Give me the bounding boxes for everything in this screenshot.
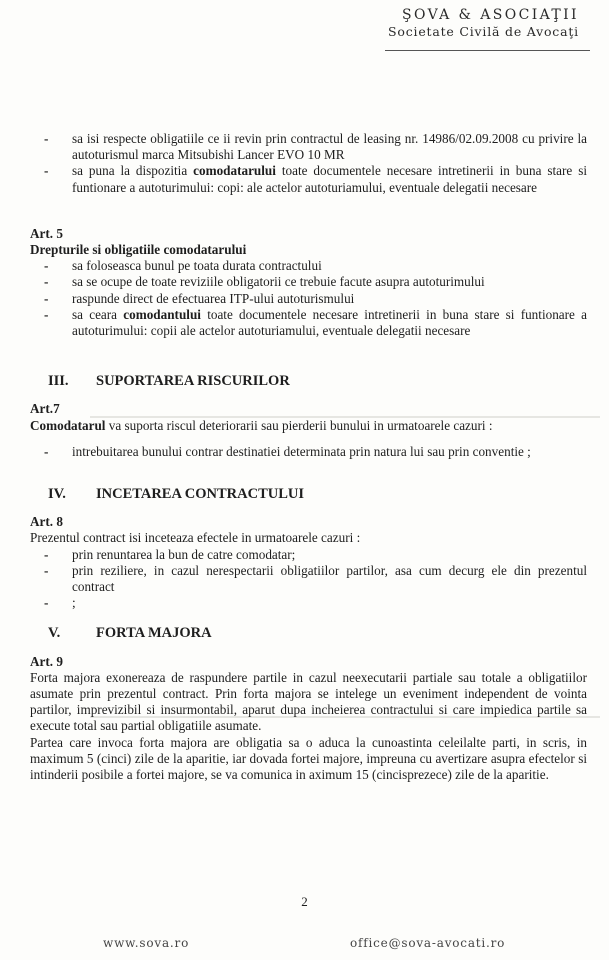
list-item: - sa se ocupe de toate reviziile obligatorii ce trebuie facute asupra autoturimului [72, 274, 587, 290]
section-heading: V. FORTA MAJORA [48, 625, 212, 642]
footer-website: www.sova.ro [103, 936, 190, 950]
letterhead [388, 6, 579, 40]
section-heading: IV. INCETAREA CONTRACTULUI [48, 486, 304, 503]
article-label: Art.7 [30, 401, 60, 417]
list-item: - sa isi respecte obligatiile ce ii revin prin contractul de leasing nr. 14986/02.09.2008 cu privire la autoturismul marca Mitsubishi Lancer EVO 10 MR [72, 131, 587, 163]
article-title: Drepturile si obligatiile comodatarului [30, 242, 247, 258]
section-heading: III. SUPORTAREA RISCURILOR [48, 373, 290, 390]
rights-list [30, 258, 587, 339]
termination-list [30, 547, 587, 612]
list-item: - ; [72, 595, 587, 611]
obligations-list [30, 131, 587, 196]
article-label: Art. 8 [30, 514, 63, 530]
list-item: - prin reziliere, in cazul nerespectarii obligatiilor partilor, asa cum decurg ele din prezentul contract [72, 563, 587, 595]
list-item: - raspunde direct de efectuarea ITP-ului autoturismului [72, 291, 587, 307]
article-intro: Prezentul contract isi inceteaza efectele in urmatoarele cazuri : [30, 530, 361, 546]
article-label: Art. 5 [30, 225, 63, 241]
article-intro: Comodatarul va suporta riscul deteriorarii sau pierderii bunului in urmatoarele cazuri : [30, 417, 493, 433]
header-divider [385, 50, 590, 51]
firm-name: ŞOVA & ASOCIAŢII [401, 7, 579, 23]
document-body [30, 131, 587, 783]
article-label: Art. 9 [30, 653, 63, 669]
footer-email: office@sova-avocati.ro [350, 936, 506, 950]
list-item: - sa ceara comodantului toate documentele necesare intretinerii in buna stare si funtionare a autoturimului: copii ale actelor autoturiamului, eventuale delegatii necesare [72, 307, 587, 339]
paragraph: Forta majora exonereaza de raspundere partile in cazul neexecutarii partiale sau totale a obligatiilor asumate prin prezentul contract. Prin forta majora se intelege un eveniment independent de vointa partilor, imprevizibil si insurmontabil, aparut dupa incheierea contractului si care impiedica partile sa execute total sau partial obligatiile asumate. [30, 669, 587, 734]
list-item: - sa foloseasca bunul pe toata durata contractului [72, 258, 587, 274]
page-number: 2 [301, 894, 308, 909]
paragraph: Partea care invoca forta majora are obligatia sa o aduca la cunoastinta celeilalte parti, in scris, in maximum 5 (cinci) zile de la aparitie, iar dovada fortei majore, impreuna cu avertizare asupra efectelor si intinderii posibile a fortei majore, se va comunica in aximum 15 (cincisprezece) zile de la aparitie. [30, 734, 587, 783]
list-item: - prin renuntarea la bun de catre comodatar; [72, 547, 587, 563]
list-item: - sa puna la dispozitia comodatarului toate documentele necesare intretinerii in buna stare si funtionare a autoturimului: copi: ale actelor autoturiamului, eventuale delegatii necesare [72, 163, 587, 195]
list-item: - intrebuitarea bunului contrar destinatiei determinata prin natura lui sau prin conventie ; [72, 444, 587, 460]
risk-list [30, 444, 587, 460]
firm-subtitle: Societate Civilă de Avocaţi [388, 24, 579, 39]
